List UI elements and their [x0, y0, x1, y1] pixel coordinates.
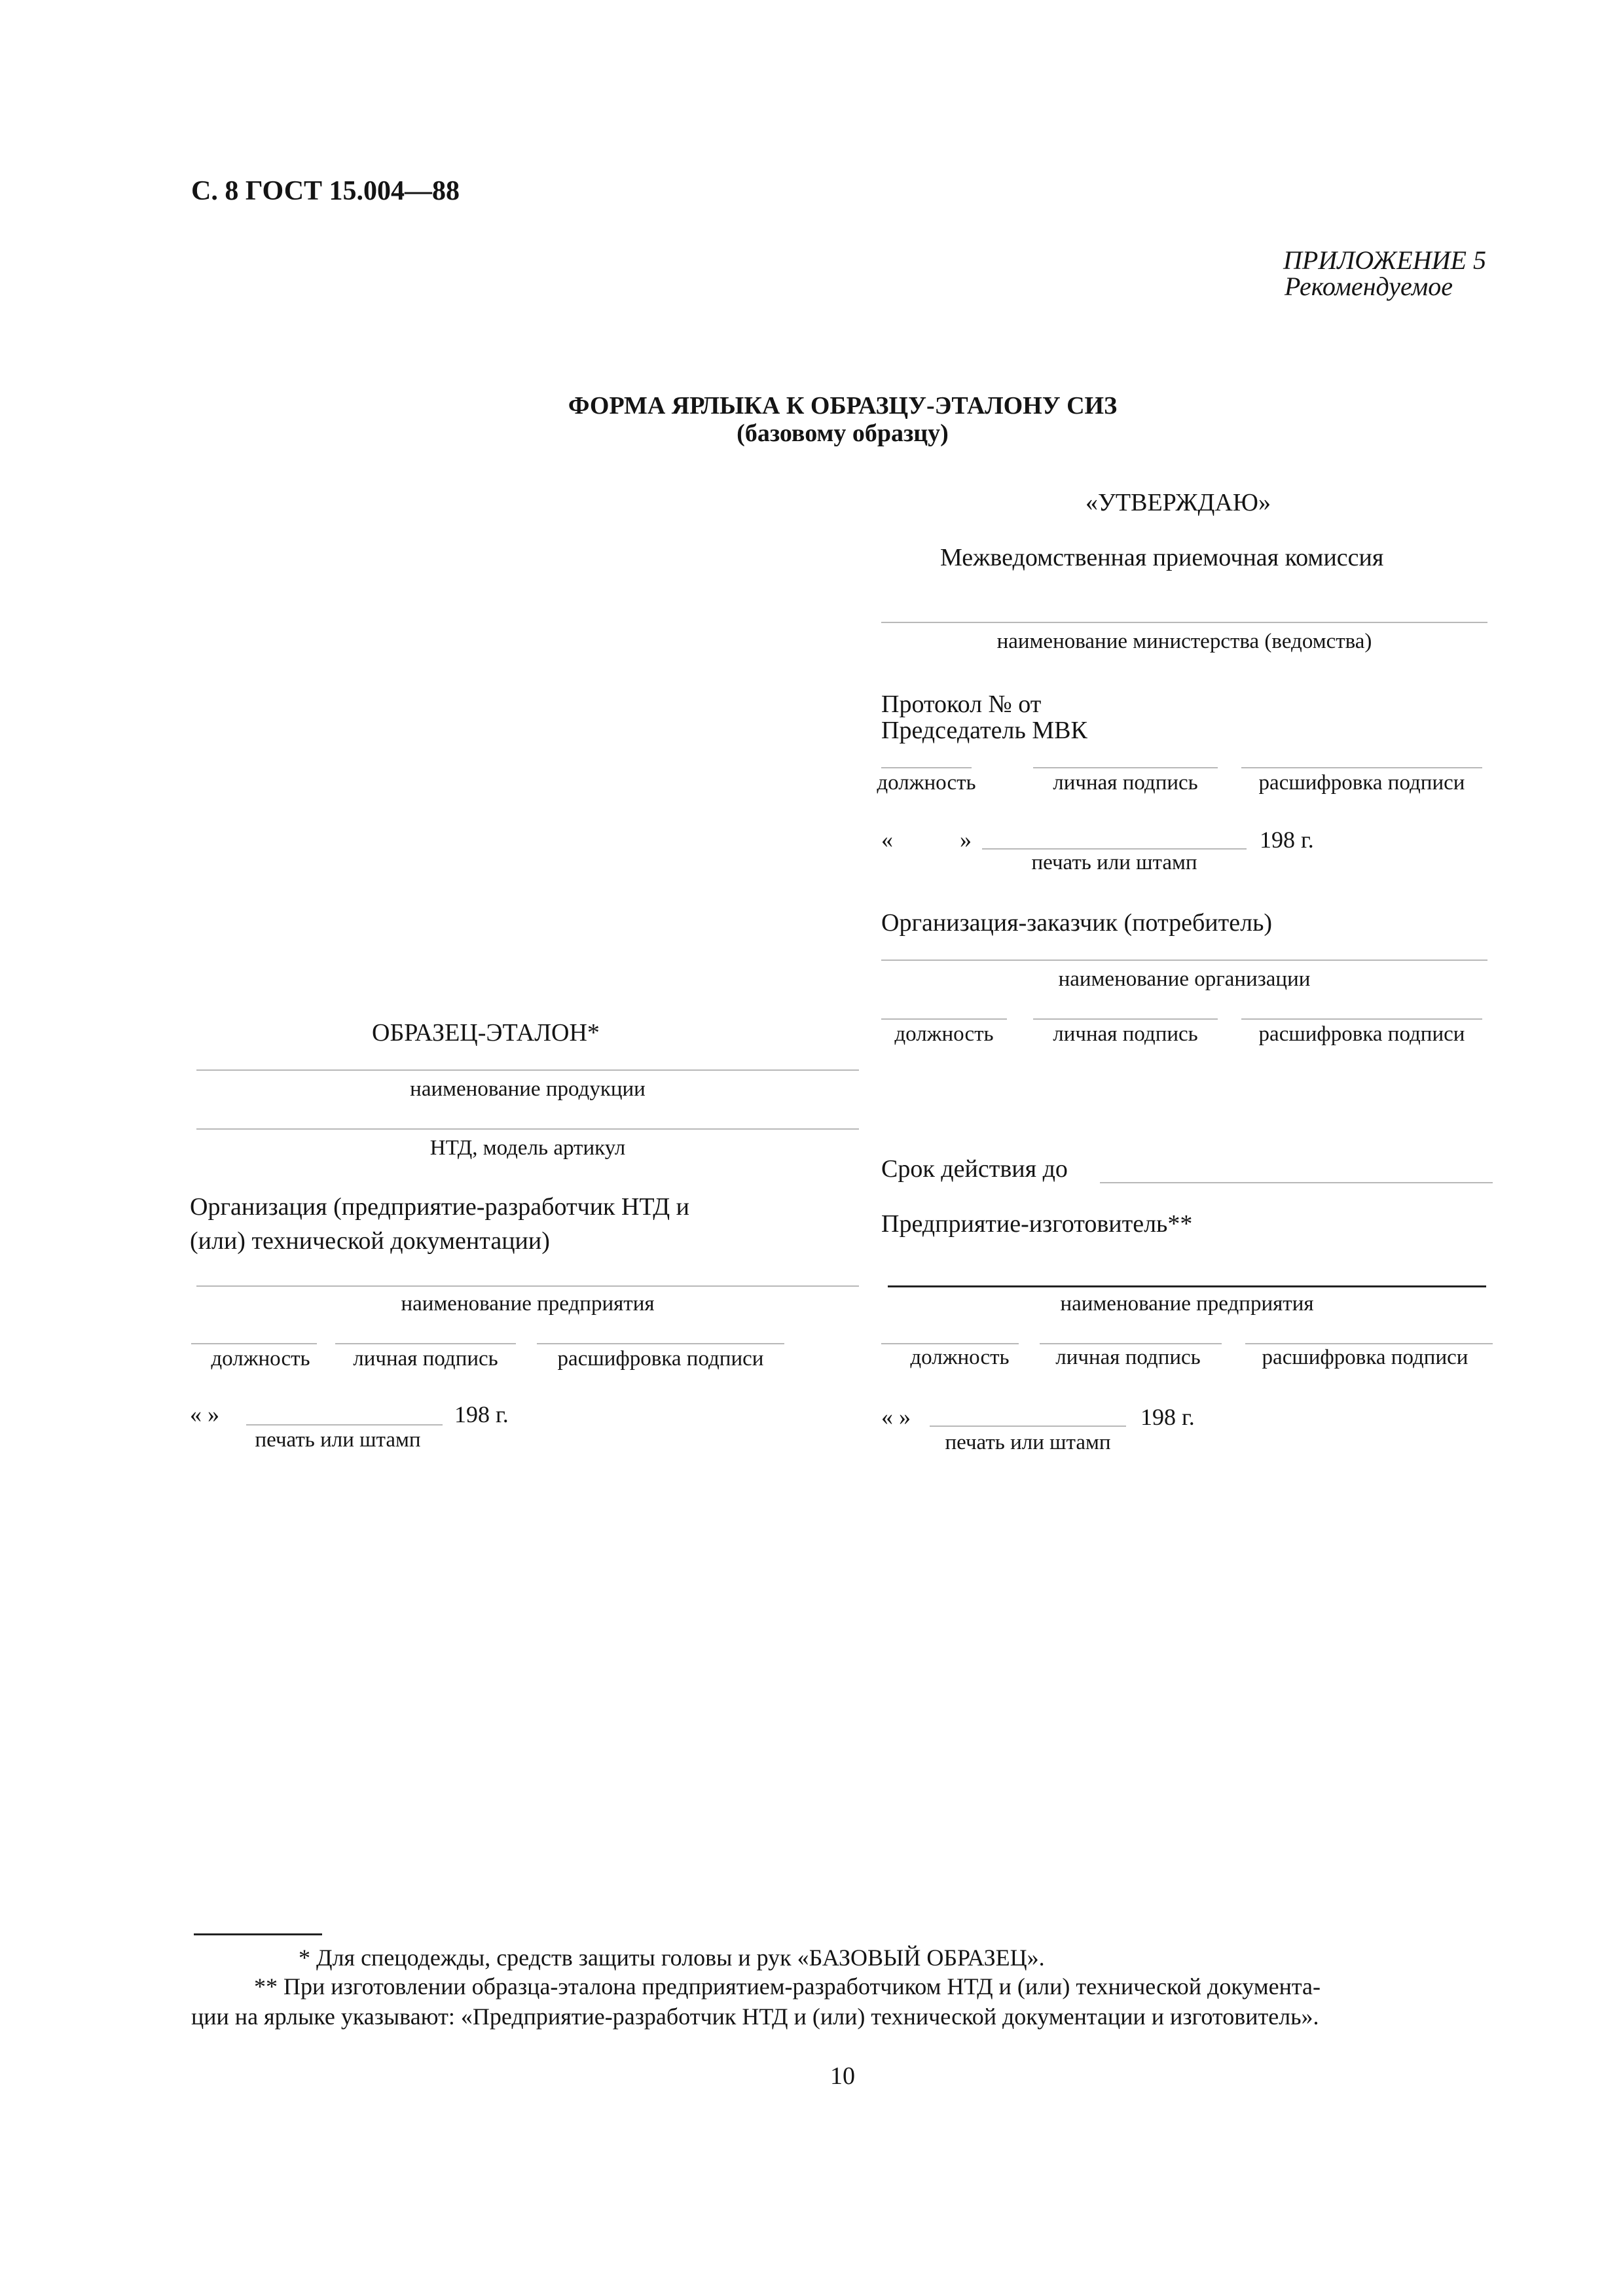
footnote-2-line1: ** При изготовлении образца-эталона предприятием-разработчиком НТД и (или) технической документа- — [254, 1973, 1321, 2000]
sample-position-line — [191, 1343, 317, 1344]
approve-date-line — [982, 848, 1247, 850]
manufacturer-heading: Предприятие-изготовитель** — [881, 1210, 1193, 1238]
ministry-line — [881, 622, 1487, 623]
manufacturer-year: 198 г. — [1140, 1404, 1195, 1430]
approve-year: 198 г. — [1260, 827, 1314, 853]
manufacturer-decode-caption: расшифровка подписи — [1262, 1346, 1468, 1369]
customer-position-line — [881, 1018, 1007, 1020]
sample-signature-line — [335, 1343, 516, 1344]
sample-year: 198 г. — [454, 1401, 509, 1427]
manufacturer-stamp-caption: печать или штамп — [945, 1431, 1111, 1454]
approve-signature-line — [1033, 767, 1218, 768]
sample-product-line — [196, 1069, 859, 1071]
approve-position-caption: должность — [877, 771, 976, 795]
appendix-label: ПРИЛОЖЕНИЕ 5 — [1283, 245, 1486, 275]
approve-decode-line — [1241, 767, 1482, 768]
sample-enterprise-caption: наименование предприятия — [401, 1292, 655, 1316]
footnote-rule — [194, 1933, 322, 1935]
sample-decode-caption: расшифровка подписи — [557, 1347, 764, 1371]
validity-label: Срок действия до — [881, 1155, 1068, 1183]
footnote-2-line2: ции на ярлыке указывают: «Предприятие-разработчик НТД и (или) технической документации и изготовитель». — [191, 2003, 1319, 2030]
customer-org-line — [881, 960, 1487, 961]
sample-position-caption: должность — [211, 1347, 310, 1371]
footnote-1: * Для спецодежды, средств защиты головы и рук «БАЗОВЫЙ ОБРАЗЕЦ». — [299, 1945, 1045, 1971]
customer-signature-caption: личная подпись — [1053, 1022, 1198, 1046]
validity-line — [1100, 1182, 1493, 1183]
sample-date-line — [246, 1424, 443, 1426]
manufacturer-position-caption: должность — [910, 1346, 1010, 1369]
manufacturer-caption: наименование предприятия — [1060, 1292, 1314, 1316]
approve-date-close: » — [960, 827, 972, 853]
sample-stamp-caption: печать или штамп — [255, 1428, 421, 1452]
manufacturer-decode-line — [1245, 1343, 1493, 1344]
document-header: С. 8 ГОСТ 15.004—88 — [191, 176, 460, 206]
manufacturer-position-line — [881, 1343, 1019, 1344]
sample-org-line2: (или) технической документации) — [190, 1227, 550, 1255]
approve-date-open: « — [881, 827, 893, 853]
approve-decode-caption: расшифровка подписи — [1258, 771, 1465, 795]
page-number: 10 — [830, 2062, 855, 2090]
sample-ntd-line — [196, 1128, 859, 1130]
manufacturer-line — [888, 1285, 1486, 1287]
sample-org-line1: Организация (предприятие-разработчик НТД и — [190, 1193, 690, 1221]
sample-date: « » — [190, 1401, 219, 1427]
sample-product-caption: наименование продукции — [410, 1077, 646, 1101]
approve-position-line — [881, 767, 972, 768]
sample-ntd-caption: НТД, модель артикул — [429, 1136, 626, 1160]
customer-position-caption: должность — [894, 1022, 994, 1046]
form-subtitle: (базовому образцу) — [737, 420, 949, 447]
chairman-label: Председатель МВК — [881, 717, 1087, 744]
manufacturer-date-line — [930, 1426, 1126, 1427]
customer-signature-line — [1033, 1018, 1218, 1020]
sample-enterprise-line — [196, 1285, 859, 1287]
manufacturer-signature-line — [1040, 1343, 1222, 1344]
approve-heading: «УТВЕРЖДАЮ» — [1085, 489, 1271, 516]
approve-stamp-caption: печать или штамп — [1031, 851, 1197, 874]
customer-decode-caption: расшифровка подписи — [1258, 1022, 1465, 1046]
sample-decode-line — [537, 1343, 784, 1344]
customer-heading: Организация-заказчик (потребитель) — [881, 909, 1273, 937]
sample-heading: ОБРАЗЕЦ-ЭТАЛОН* — [372, 1019, 600, 1047]
protocol-line: Протокол № от — [881, 691, 1042, 718]
customer-decode-line — [1241, 1018, 1482, 1020]
ministry-caption: наименование министерства (ведомства) — [996, 630, 1372, 653]
manufacturer-date: « » — [881, 1404, 911, 1430]
manufacturer-signature-caption: личная подпись — [1055, 1346, 1201, 1369]
appendix-status: Рекомендуемое — [1285, 272, 1453, 301]
customer-org-caption: наименование организации — [1058, 967, 1311, 991]
form-title: ФОРМА ЯРЛЫКА К ОБРАЗЦУ-ЭТАЛОНУ СИЗ — [568, 392, 1118, 420]
approve-signature-caption: личная подпись — [1053, 771, 1198, 795]
sample-signature-caption: личная подпись — [353, 1347, 498, 1371]
commission-name: Межведомственная приемочная комиссия — [940, 544, 1384, 571]
